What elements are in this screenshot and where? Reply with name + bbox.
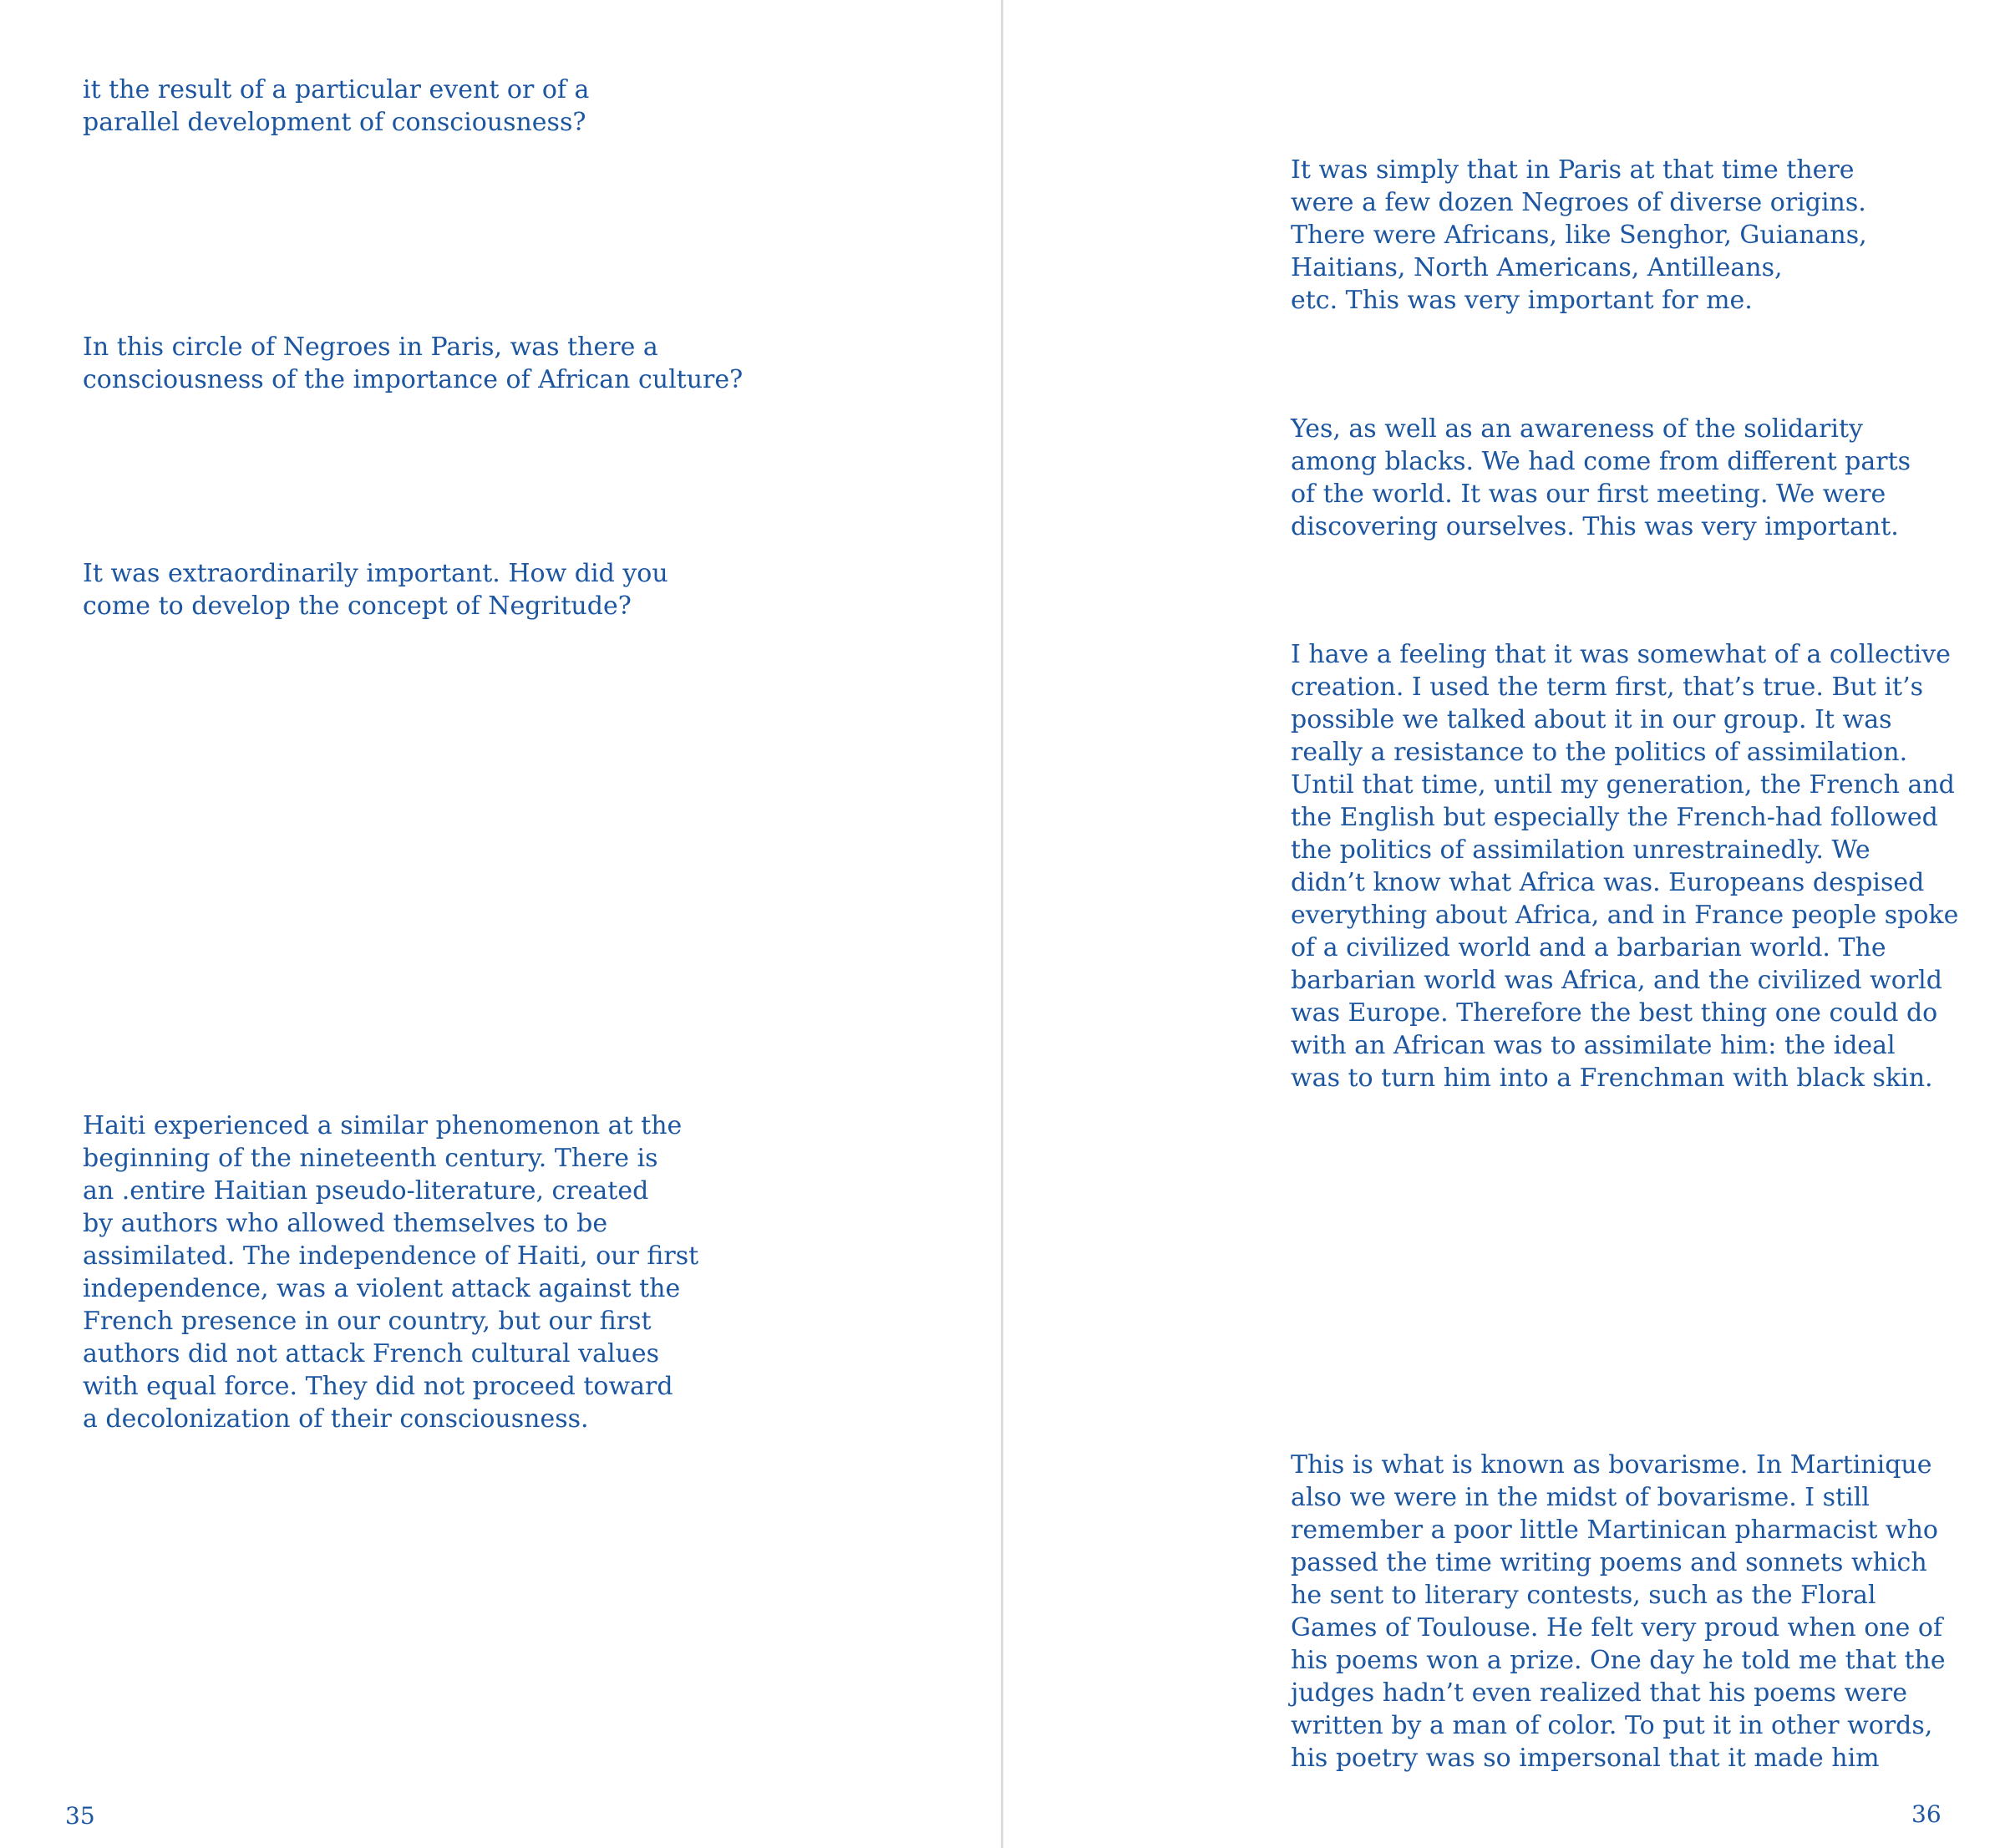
answer-collective-creation: I have a feeling that it was somewhat of a collective creation. I used the term first, that’s true. But it’s possible we talked about it in our group. It was really a resistance to the politics of assimilation. Until that time, until my generation, the French and the English but especially the French-had followed the politics of assimilation unrestrainedly. We didn’t know what Africa was. Europeans despised everything about Africa, and in France people spoke of a civilized world and a barbarian world. The barbarian world was Africa, and the civilized world was Europe. Therefore the best thing one could do with an African was to assimilate him: the ideal was to turn him into a Frenchman with black skin. [1291, 640, 1959, 1093]
right-page [1002, 0, 2005, 1848]
answer-paris: It was simply that in Paris at that time there were a few dozen Negroes of diverse origins. There were Africans, like Senghor, Guianans, Haitians, North Americans, Antilleans, etc. This was very important for me. [1291, 155, 1867, 315]
question-negritude: It was extraordinarily important. How did you come to develop the concept of Negritude? [83, 559, 668, 621]
haiti-paragraph: Haiti experienced a similar phenomenon at the beginning of the nineteenth century. There is an .entire Haitian pseudo-literature, created by authors who allowed themselves to be assimilated. The independence of Haiti, our first independence, was a violent attack against the French presence in our country, but our first authors did not attack French cultural values with equal force. They did not proceed toward a decolonization of their consciousness. [83, 1111, 699, 1434]
page-number-right: 36 [1911, 1800, 1942, 1828]
left-page [0, 0, 1002, 1848]
page-number-left: 35 [65, 1802, 95, 1830]
answer-solidarity: Yes, as well as an awareness of the solidarity among blacks. We had come from different parts of the world. It was our first meeting. We were discovering ourselves. This was very important. [1291, 414, 1911, 541]
answer-bovarisme: This is what is known as bovarisme. In Martinique also we were in the midst of bovarisme. I still remember a poor little Martinican pharmacist who passed the time writing poems and sonnets which he sent to literary contests, such as the Floral Games of Toulouse. He felt very proud when one of his poems won a prize. One day he told me that the judges hadn’t even realized that his poems were written by a man of color. To put it in other words, his poetry was so impersonal that it made him [1291, 1450, 1946, 1773]
question-continuation: it the result of a particular event or of a parallel development of consciousness? [83, 75, 590, 137]
question-paris-circle: In this circle of Negroes in Paris, was there a consciousness of the importance of African culture? [83, 333, 744, 394]
